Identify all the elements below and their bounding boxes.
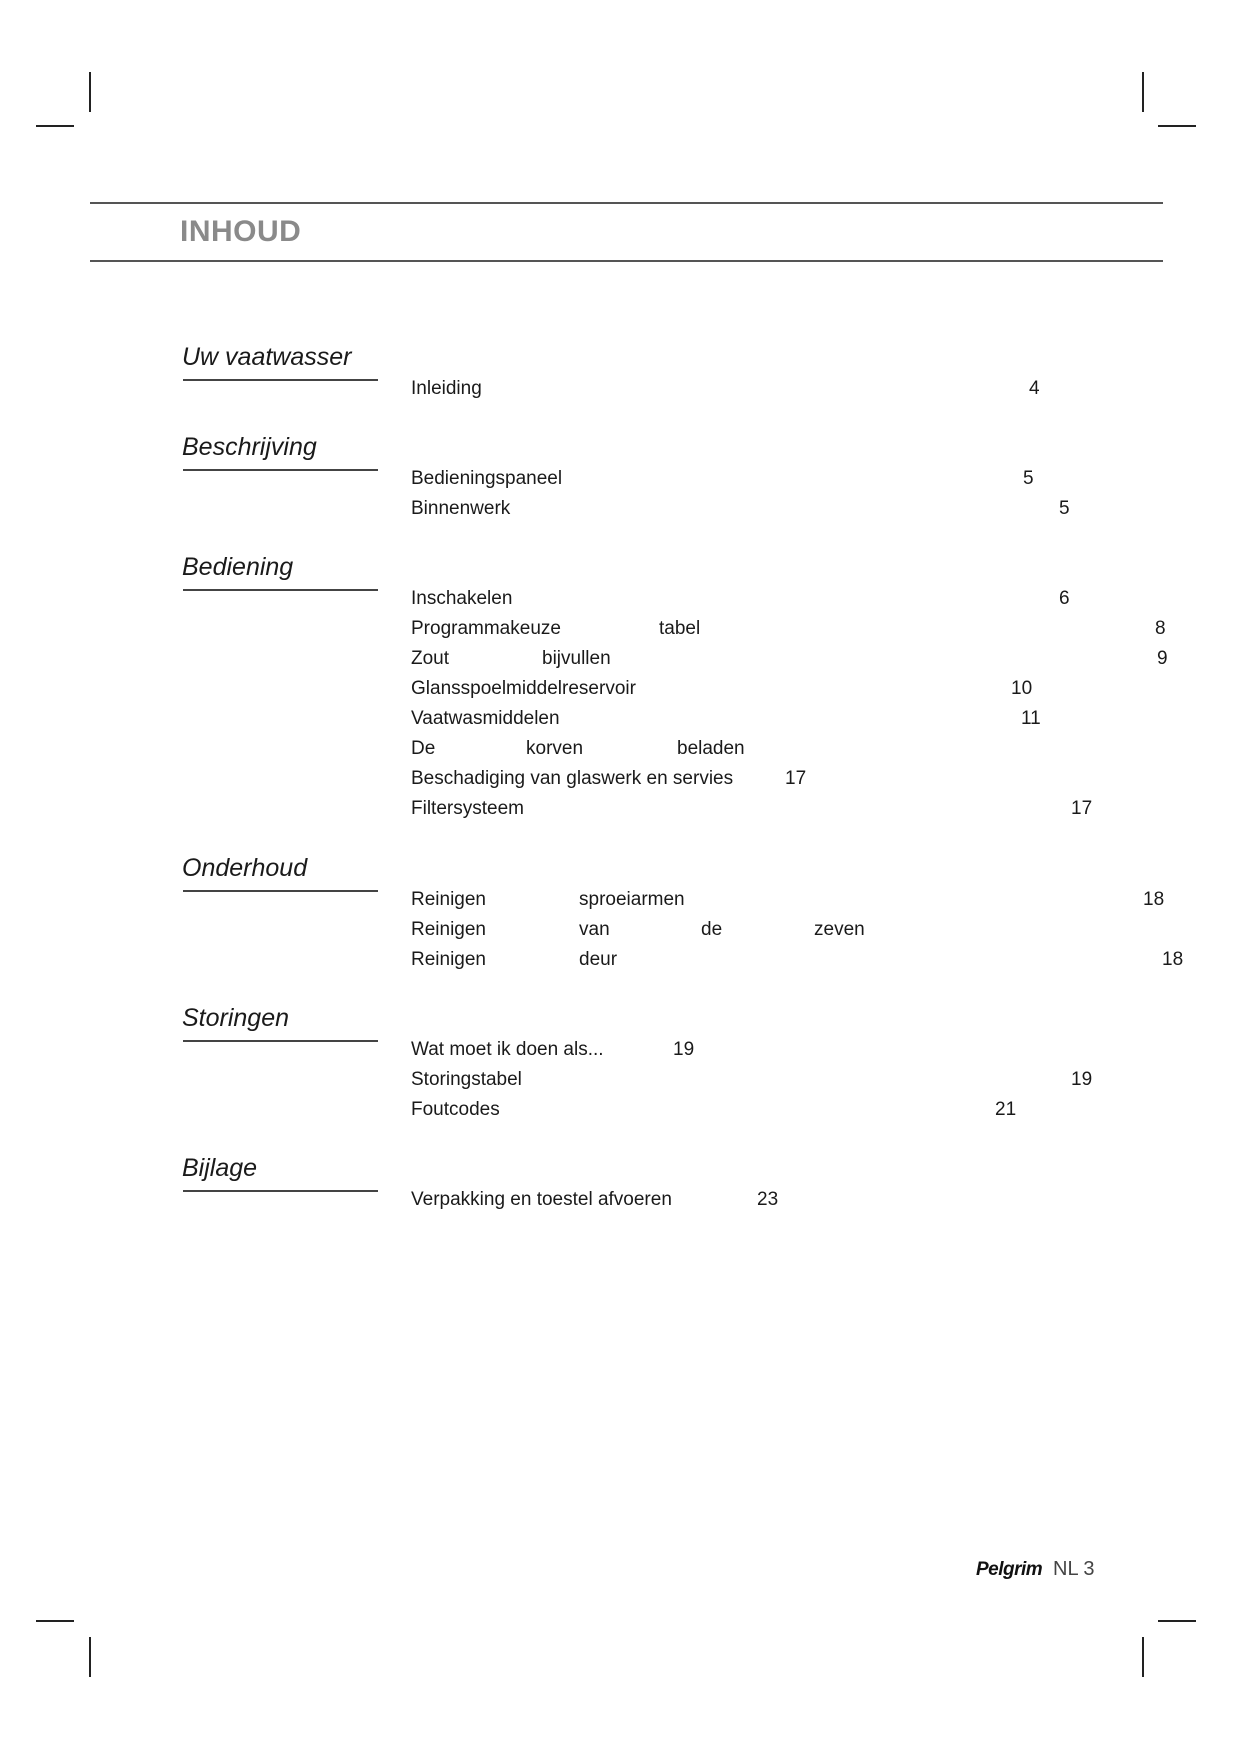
page-title: INHOUD	[180, 215, 302, 248]
section-underline	[183, 1190, 378, 1192]
toc-entry-word[interactable]: bijvullen	[542, 648, 611, 669]
toc-page-number: 8	[1155, 618, 1166, 639]
toc-entry[interactable]: Filtersysteem	[411, 798, 524, 819]
header-bottom-rule	[90, 260, 1163, 262]
header-top-rule	[90, 202, 1163, 204]
toc-entry[interactable]: Foutcodes	[411, 1099, 500, 1120]
toc-page-number: 21	[995, 1099, 1017, 1120]
section-heading: Onderhoud	[182, 854, 308, 882]
crop-mark	[1158, 125, 1196, 127]
toc-page-number: 17	[785, 768, 807, 789]
toc-entry-word[interactable]: deur	[579, 949, 618, 970]
crop-mark	[1142, 72, 1144, 112]
toc-page-number: 19	[673, 1039, 695, 1060]
section-underline	[183, 890, 378, 892]
crop-mark	[1142, 1637, 1144, 1677]
section-heading: Uw vaatwasser	[182, 343, 352, 371]
crop-mark	[36, 125, 74, 127]
section-heading: Bijlage	[182, 1154, 258, 1182]
toc-entry[interactable]: Verpakking en toestel afvoeren	[411, 1189, 672, 1210]
toc-page-number: 23	[757, 1189, 779, 1210]
toc-entry[interactable]: Wat moet ik doen als...	[411, 1039, 604, 1060]
toc-page-number: 10	[1011, 678, 1033, 699]
toc-entry[interactable]: Binnenwerk	[411, 498, 511, 519]
toc-page-number: 5	[1059, 498, 1070, 519]
crop-mark	[89, 1637, 91, 1677]
crop-mark	[89, 72, 91, 112]
section-heading: Storingen	[182, 1004, 290, 1032]
toc-entry-word[interactable]: sproeiarmen	[579, 889, 685, 910]
crop-mark	[36, 1620, 74, 1622]
toc-page-number: 17	[1071, 798, 1093, 819]
toc-entry-word[interactable]: Programmakeuze	[411, 618, 561, 639]
section-underline	[183, 589, 378, 591]
section-underline	[183, 379, 378, 381]
toc-page-number: 18	[1162, 949, 1184, 970]
section-underline	[183, 469, 378, 471]
toc-entry[interactable]: Bedieningspaneel	[411, 468, 563, 489]
toc-entry-word[interactable]: De	[411, 738, 436, 759]
toc-entry-word[interactable]: beladen	[677, 738, 745, 759]
toc-entry-word[interactable]: tabel	[659, 618, 701, 639]
toc-entry[interactable]: Inleiding	[411, 378, 482, 399]
toc-entry[interactable]: Storingstabel	[411, 1069, 522, 1090]
toc-entry[interactable]: Glansspoelmiddelreservoir	[411, 678, 636, 699]
toc-entry-word[interactable]: van	[579, 919, 610, 940]
toc-entry-word[interactable]: Reinigen	[411, 949, 486, 970]
toc-entry-word[interactable]: Reinigen	[411, 889, 486, 910]
toc-page-number: 18	[1143, 889, 1165, 910]
toc-entry-word[interactable]: Zout	[411, 648, 450, 669]
section-underline	[183, 1040, 378, 1042]
toc-entry[interactable]: Beschadiging van glaswerk en servies	[411, 768, 734, 789]
toc-entry-word[interactable]: de	[701, 919, 723, 940]
toc-entry-word[interactable]: zeven	[814, 919, 865, 940]
toc-page-number: 19	[1071, 1069, 1093, 1090]
section-heading: Bediening	[182, 553, 294, 581]
toc-page-number: 9	[1157, 648, 1168, 669]
toc-entry[interactable]: Inschakelen	[411, 588, 513, 609]
toc-page-number: 6	[1059, 588, 1070, 609]
page-number: NL 3	[1053, 1558, 1095, 1580]
section-heading: Beschrijving	[182, 433, 317, 461]
toc-entry-word[interactable]: Reinigen	[411, 919, 486, 940]
toc-page-number: 4	[1029, 378, 1040, 399]
toc-entry[interactable]: Vaatwasmiddelen	[411, 708, 560, 729]
brand-logo: Pelgrim	[976, 1559, 1043, 1580]
toc-page-number: 11	[1021, 708, 1041, 729]
toc-entry-word[interactable]: korven	[526, 738, 584, 759]
toc-page-number: 5	[1023, 468, 1034, 489]
crop-mark	[1158, 1620, 1196, 1622]
